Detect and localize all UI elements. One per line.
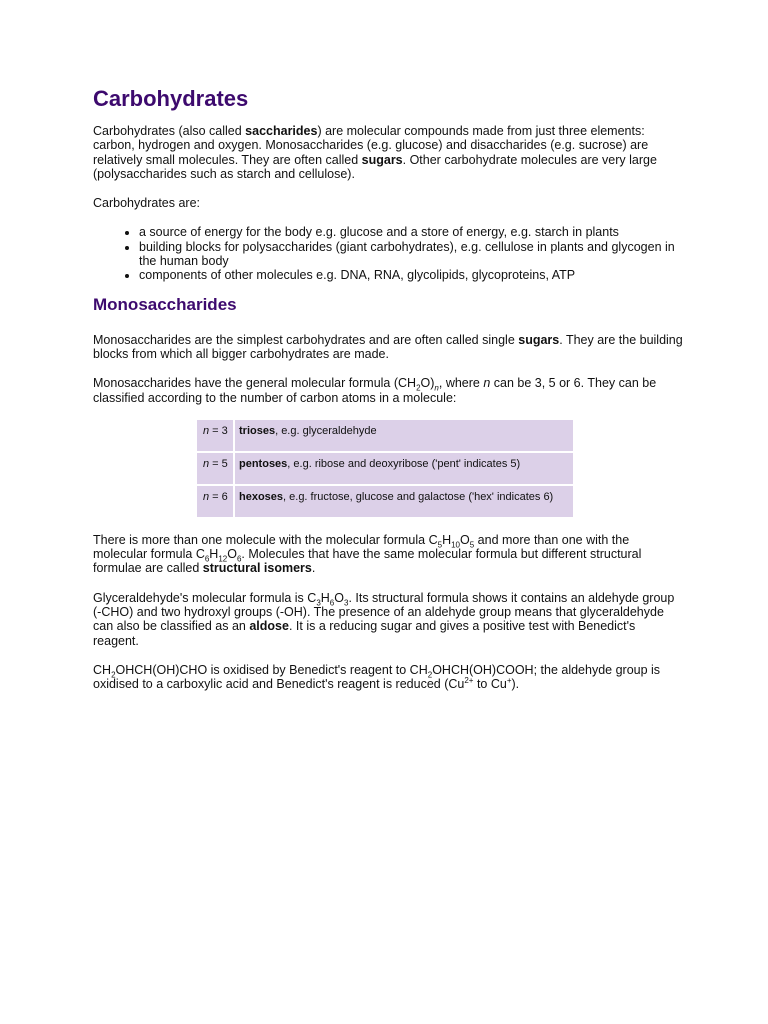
subscript: 2 bbox=[111, 670, 116, 680]
bold-term: sugars bbox=[518, 332, 560, 347]
text-span: and more than one with the molecular formula C bbox=[93, 532, 630, 562]
text-span: Carbohydrates (also called bbox=[93, 124, 246, 138]
isomers-paragraph bbox=[93, 533, 683, 576]
table-cell-desc bbox=[234, 452, 573, 485]
superscript: + bbox=[506, 676, 512, 686]
table-cell-desc bbox=[234, 420, 573, 452]
text-span: OHCH(OH)COOH; the aldehyde group is oxidised to a carboxylic acid and Benedict's reagent is reduced (Cu bbox=[93, 662, 661, 692]
text-span: . It is a reducing sugar and gives a positive test with Benedict's reagent. bbox=[93, 619, 636, 648]
text-span: . Its structural formula shows it contains an aldehyde group (-CHO) and two hydroxyl groups (-OH). The presence of an aldehyde group means that glyceraldehyde can also be classified as an bbox=[93, 590, 675, 634]
text-span: , e.g. ribose and deoxyribose ('pent' indicates 5) bbox=[287, 457, 521, 470]
table-row bbox=[197, 485, 573, 517]
page-title: Carbohydrates bbox=[93, 86, 249, 111]
table-row bbox=[197, 420, 573, 452]
text-span: Monosaccharides have the general molecular formula (CH bbox=[93, 376, 417, 391]
monosaccharide-classification-table bbox=[197, 420, 573, 517]
text-span: OHCH(OH)CHO is oxidised by Benedict's reagent to CH bbox=[115, 662, 428, 677]
subscript: 10 bbox=[451, 540, 460, 550]
list-item: • building blocks for polysaccharides (giant carbohydrates), e.g. cellulose in plants and glycogen in the human body bbox=[139, 240, 683, 269]
text-span: O bbox=[227, 547, 237, 562]
bold-term: structural isomers bbox=[202, 561, 312, 576]
subscript: 6 bbox=[236, 554, 242, 564]
variable: n bbox=[203, 457, 210, 470]
subscript: 2 bbox=[427, 670, 433, 680]
bold-term: sugars bbox=[361, 152, 403, 167]
glyceraldehyde-paragraph bbox=[93, 591, 683, 648]
text-span: Monosaccharides are the simplest carbohydrates and are often called single bbox=[93, 332, 519, 347]
table-cell-n bbox=[197, 485, 234, 517]
text-span: Glyceraldehyde's molecular formula is C bbox=[93, 590, 317, 605]
oxidation-paragraph bbox=[93, 663, 683, 692]
subscript: 6 bbox=[204, 554, 210, 564]
list-item: • a source of energy for the body e.g. glucose and a store of energy, e.g. starch in plants bbox=[139, 225, 683, 239]
mono-paragraph-1 bbox=[93, 333, 683, 362]
text-span: O bbox=[460, 532, 470, 547]
text-span: O) bbox=[420, 376, 435, 391]
variable: n bbox=[203, 424, 210, 437]
text-span: , where bbox=[438, 376, 484, 391]
subscript: 12 bbox=[218, 554, 228, 564]
text-span: , e.g. fructose, glucose and galactose ('hex' indicates 6) bbox=[283, 490, 554, 503]
text-span: O bbox=[334, 590, 344, 605]
bold-term: saccharides bbox=[245, 124, 318, 138]
text-span: = 6 bbox=[209, 490, 228, 503]
section-heading: Monosaccharides bbox=[93, 294, 237, 314]
text-span: H bbox=[209, 547, 219, 562]
bold-term: pentoses bbox=[239, 457, 288, 470]
bold-term: hexoses bbox=[239, 490, 284, 503]
text-span: ). bbox=[511, 677, 520, 692]
intro-lead: Carbohydrates are: bbox=[93, 196, 201, 211]
variable: n bbox=[483, 376, 491, 391]
text-span: H bbox=[442, 532, 452, 547]
text-span: H bbox=[320, 590, 330, 605]
text-span: There is more than one molecule with the molecular formula C bbox=[93, 532, 438, 547]
intro-paragraph bbox=[93, 124, 683, 181]
text-span: to Cu bbox=[473, 677, 507, 692]
text-span: = 5 bbox=[209, 457, 228, 470]
table-cell-desc bbox=[234, 485, 573, 517]
document-content bbox=[93, 86, 683, 707]
superscript: 2+ bbox=[464, 676, 474, 686]
subscript: 2 bbox=[416, 383, 421, 393]
table-row bbox=[197, 452, 573, 485]
bold-term: aldose bbox=[249, 619, 289, 634]
subscript-variable: n bbox=[434, 383, 439, 393]
text-span: . bbox=[311, 561, 316, 576]
text-span: . Molecules that have the same molecular formula but different structural formulae are called bbox=[93, 547, 642, 576]
mono-paragraph-2 bbox=[93, 376, 683, 405]
text-span: ) are molecular compounds made from just three elements: carbon, hydrogen and oxygen. Monosaccharides (e.g. glucose) and disaccharides (e.g. sucrose) are relatively small molecules. They are often called bbox=[93, 124, 649, 167]
text-span: . Other carbohydrate molecules are very large (polysaccharides such as starch and cellulose). bbox=[93, 152, 657, 181]
bold-term: trioses bbox=[239, 424, 276, 437]
text-span: can be 3, 5 or 6. They can be classified according to the number of carbon atoms in a molecule: bbox=[93, 376, 657, 405]
text-span: , e.g. glyceraldehyde bbox=[275, 424, 377, 437]
table-cell-n bbox=[197, 420, 234, 452]
carbohydrate-roles-list bbox=[93, 225, 683, 282]
variable: n bbox=[203, 490, 210, 503]
text-span: . They are the building blocks from which all bigger carbohydrates are made. bbox=[93, 332, 683, 361]
subscript: 3 bbox=[316, 598, 321, 608]
text-span: CH bbox=[93, 662, 112, 677]
subscript: 3 bbox=[343, 598, 349, 608]
list-item: • components of other molecules e.g. DNA, RNA, glycolipids, glycoproteins, ATP bbox=[139, 268, 683, 282]
text-span: = 3 bbox=[209, 424, 228, 437]
subscript: 5 bbox=[469, 540, 475, 550]
table-cell-n bbox=[197, 452, 234, 485]
subscript: 5 bbox=[437, 540, 443, 550]
subscript: 6 bbox=[329, 598, 335, 608]
